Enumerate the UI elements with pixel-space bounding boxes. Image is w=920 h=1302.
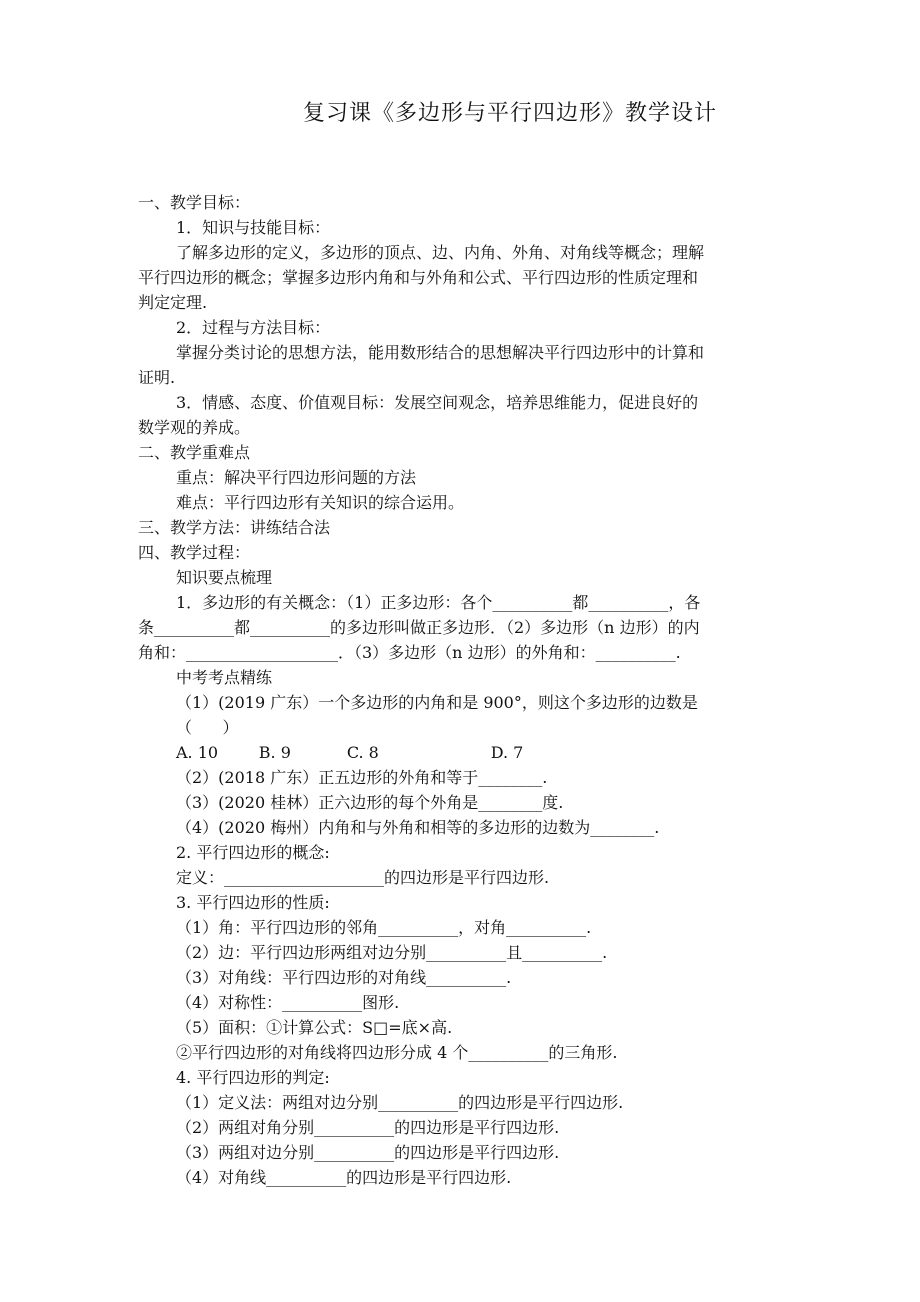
paragraph-line: （3）两组对边分别__________的四边形是平行四边形. [176,1143,560,1162]
paragraph-line: （4）对称性：__________图形. [176,993,400,1012]
subsection-heading: 中考考点精练 [176,668,273,687]
paragraph-line: （5）面积：①计算公式：S□=底×高. [176,1018,453,1037]
paragraph-line: 平行四边形的概念；掌握多边形内角和与外角和公式、平行四边形的性质定理和 [138,268,699,287]
subsection-heading: 4. 平行四边形的判定: [176,1068,330,1087]
paragraph-line: （4）对角线__________的四边形是平行四边形. [176,1168,512,1187]
paragraph-line: （3）对角线：平行四边形的对角线__________. [176,968,512,987]
exercise-line: （ ） [176,718,239,737]
paragraph-line: 3．情感、态度、价值观目标：发展空间观念，培养思维能力，促进良好的 [176,393,699,412]
subsection-heading: 2. 平行四边形的概念: [176,843,330,862]
subsection-heading: 3. 平行四边形的性质: [176,893,330,912]
subsection-heading: 知识要点梳理 [176,568,273,587]
paragraph-line: 定义：____________________的四边形是平行四边形. [176,868,550,887]
exercise-line: （3）(2020 桂林）正六边形的每个外角是________度. [176,793,564,812]
paragraph-line: 角和：___________________．（3）多边形（n 边形）的外角和：__________. [138,643,681,662]
paragraph-line: 重点：解决平行四边形问题的方法 [176,468,417,487]
exercise-line: （2）(2018 广东）正五边形的外角和等于________. [176,768,548,787]
paragraph-line: 难点：平行四边形有关知识的综合运用。 [176,493,465,512]
paragraph-line: （1）角：平行四边形的邻角__________，对角__________. [176,918,592,937]
paragraph-line: 证明. [138,368,176,387]
paragraph-line: 判定定理. [138,293,208,312]
paragraph-line: 1．多边形的有关概念：（1）正多边形：各个__________都__________，各 [176,593,701,612]
paragraph-line: 数学观的养成。 [138,418,251,437]
answer-choices: A. 10 B. 9 C. 8 D. 7 [176,743,524,762]
section-heading: 一、教学目标： [138,193,251,212]
exercise-line: （4）(2020 梅州）内角和与外角和相等的多边形的边数为________. [176,818,660,837]
paragraph-line: 了解多边形的定义，多边形的顶点、边、内角、外角、对角线等概念；理解 [176,243,705,262]
section-heading: 二、教学重难点 [138,443,251,462]
paragraph-line: ②平行四边形的对角线将四边形分成 4 个__________的三角形. [176,1043,618,1062]
section-heading: 三、教学方法：讲练结合法 [138,518,331,537]
paragraph-line: （2）两组对角分别__________的四边形是平行四边形. [176,1118,560,1137]
subsection-heading: 2．过程与方法目标： [176,318,331,337]
document-title: 复习课《多边形与平行四边形》教学设计 [302,101,717,126]
paragraph-line: （1）定义法：两组对边分别__________的四边形是平行四边形. [176,1093,624,1112]
paragraph-line: 条__________都__________的多边形叫做正多边形．（2）多边形（n 边形）的内 [138,618,700,637]
paragraph-line: （2）边：平行四边形两组对边分别__________且__________. [176,943,608,962]
subsection-heading: 1．知识与技能目标： [176,218,331,237]
exercise-line: （1）(2019 广东）一个多边形的内角和是 900°，则这个多边形的边数是 [176,693,698,712]
paragraph-line: 掌握分类讨论的思想方法，能用数形结合的思想解决平行四边形中的计算和 [176,343,705,362]
section-heading: 四、教学过程： [138,543,251,562]
